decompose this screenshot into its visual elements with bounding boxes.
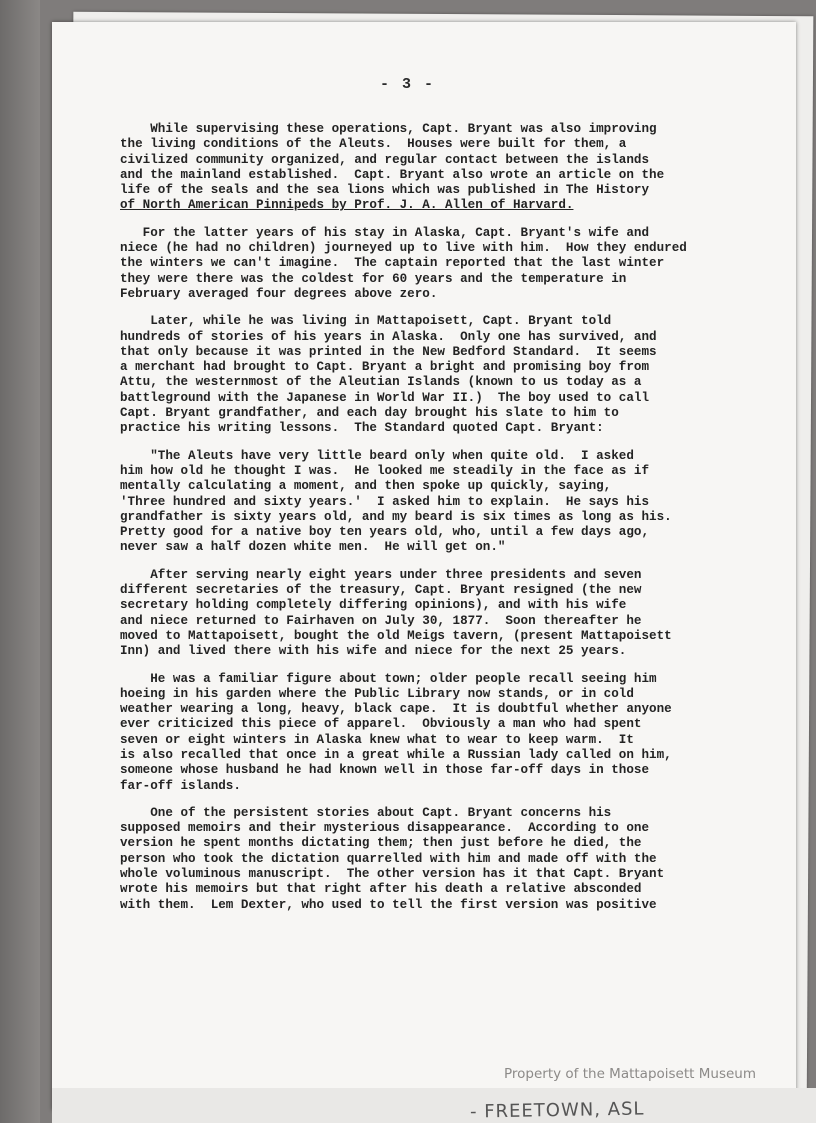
line: a merchant had brought to Capt. Bryant a bright and promising boy from bbox=[120, 360, 650, 375]
line: He was a familiar figure about town; older people recall seeing him bbox=[120, 671, 657, 686]
line: supposed memoirs and their mysterious disappearance. According to one bbox=[120, 821, 650, 836]
page-bottom-edge bbox=[52, 1088, 816, 1123]
paragraph-7 bbox=[120, 806, 720, 913]
line: whole voluminous manuscript. The other version has it that Capt. Bryant bbox=[120, 867, 665, 882]
line: hundreds of stories of his years in Alaska. Only one has survived, and bbox=[120, 329, 657, 344]
line: For the latter years of his stay in Alaska, Capt. Bryant's wife and bbox=[120, 225, 650, 240]
line: and niece returned to Fairhaven on July 30, 1877. Soon thereafter he bbox=[120, 613, 642, 628]
line: grandfather is sixty years old, and my beard is six times as long as his. bbox=[120, 509, 672, 524]
line: mentally calculating a moment, and then spoke up quickly, saying, bbox=[120, 479, 612, 494]
museum-watermark: Property of the Mattapoisett Museum bbox=[504, 1066, 756, 1082]
line: secretary holding completely differing opinions), and with his wife bbox=[120, 598, 627, 613]
line: life of the seals and the sea lions which was published in The History bbox=[120, 183, 650, 198]
line: One of the persistent stories about Capt. Bryant concerns his bbox=[120, 805, 612, 820]
line: seven or eight winters in Alaska knew what to wear to keep warm. It bbox=[120, 732, 634, 747]
line: person who took the dictation quarrelled with him and made off with the bbox=[120, 851, 657, 866]
quotation-paragraph bbox=[120, 449, 720, 556]
line: While supervising these operations, Capt. Bryant was also improving bbox=[120, 122, 657, 136]
line: Capt. Bryant grandfather, and each day brought his slate to him to bbox=[120, 406, 619, 421]
line: with them. Lem Dexter, who used to tell the first version was positive bbox=[120, 897, 657, 912]
line: him how old he thought I was. He looked me steadily in the face as if bbox=[120, 463, 650, 478]
line: moved to Mattapoisett, bought the old Meigs tavern, (present Mattapoisett bbox=[120, 628, 672, 643]
document-body bbox=[120, 122, 720, 925]
line: far-off islands. bbox=[120, 778, 241, 793]
line: After serving nearly eight years under three presidents and seven bbox=[120, 567, 642, 582]
paragraph-2 bbox=[120, 226, 720, 302]
line: different secretaries of the treasury, Capt. Bryant resigned (the new bbox=[120, 583, 642, 598]
line: ever criticized this piece of apparel. Obviously a man who had spent bbox=[120, 717, 642, 732]
line: weather wearing a long, heavy, black cape. It is doubtful whether anyone bbox=[120, 702, 672, 717]
paragraph-3 bbox=[120, 314, 720, 436]
line: version he spent months dictating them; then just before he died, the bbox=[120, 836, 642, 851]
paragraph-1 bbox=[120, 122, 720, 214]
line: Pretty good for a native boy ten years old, who, until a few days ago, bbox=[120, 525, 650, 540]
line: and the mainland established. Capt. Bryant also wrote an article on the bbox=[120, 167, 665, 182]
line: civilized community organized, and regular contact between the islands bbox=[120, 152, 650, 167]
line: hoeing in his garden where the Public Library now stands, or in cold bbox=[120, 686, 634, 701]
line: battleground with the Japanese in World War II.) The boy used to call bbox=[120, 390, 650, 405]
line: niece (he had no children) journeyed up to live with him. How they endured bbox=[120, 241, 687, 256]
line: the living conditions of the Aleuts. Houses were built for them, a bbox=[120, 137, 627, 152]
handwritten-note: - FREETOWN, ASL bbox=[469, 1098, 645, 1123]
line: never saw a half dozen white men. He will get on." bbox=[120, 540, 506, 555]
line: "The Aleuts have very little beard only when quite old. I asked bbox=[120, 448, 634, 463]
line: is also recalled that once in a great while a Russian lady called on him, bbox=[120, 747, 672, 762]
line: 'Three hundred and sixty years.' I asked him to explain. He says his bbox=[120, 494, 650, 509]
line: the winters we can't imagine. The captain reported that the last winter bbox=[120, 256, 665, 271]
page-number: - 3 - bbox=[380, 76, 436, 93]
line: that only because it was printed in the New Bedford Standard. It seems bbox=[120, 344, 657, 359]
paragraph-5 bbox=[120, 568, 720, 660]
line: someone whose husband he had known well in those far-off days in those bbox=[120, 763, 650, 778]
line: February averaged four degrees above zero. bbox=[120, 286, 438, 301]
scanner-bed-edge bbox=[0, 0, 40, 1123]
line: Attu, the westernmost of the Aleutian Islands (known to us today as a bbox=[120, 375, 642, 390]
line: Inn) and lived there with his wife and niece for the next 25 years. bbox=[120, 644, 627, 659]
line-underlined-title: of North American Pinnipeds by Prof. J. A. Allen of Harvard. bbox=[120, 198, 574, 213]
line: practice his writing lessons. The Standard quoted Capt. Bryant: bbox=[120, 421, 604, 436]
paragraph-6 bbox=[120, 672, 720, 794]
line: Later, while he was living in Mattapoisett, Capt. Bryant told bbox=[120, 314, 612, 329]
line: wrote his memoirs but that right after his death a relative absconded bbox=[120, 882, 642, 897]
line: they were there was the coldest for 60 years and the temperature in bbox=[120, 271, 627, 286]
